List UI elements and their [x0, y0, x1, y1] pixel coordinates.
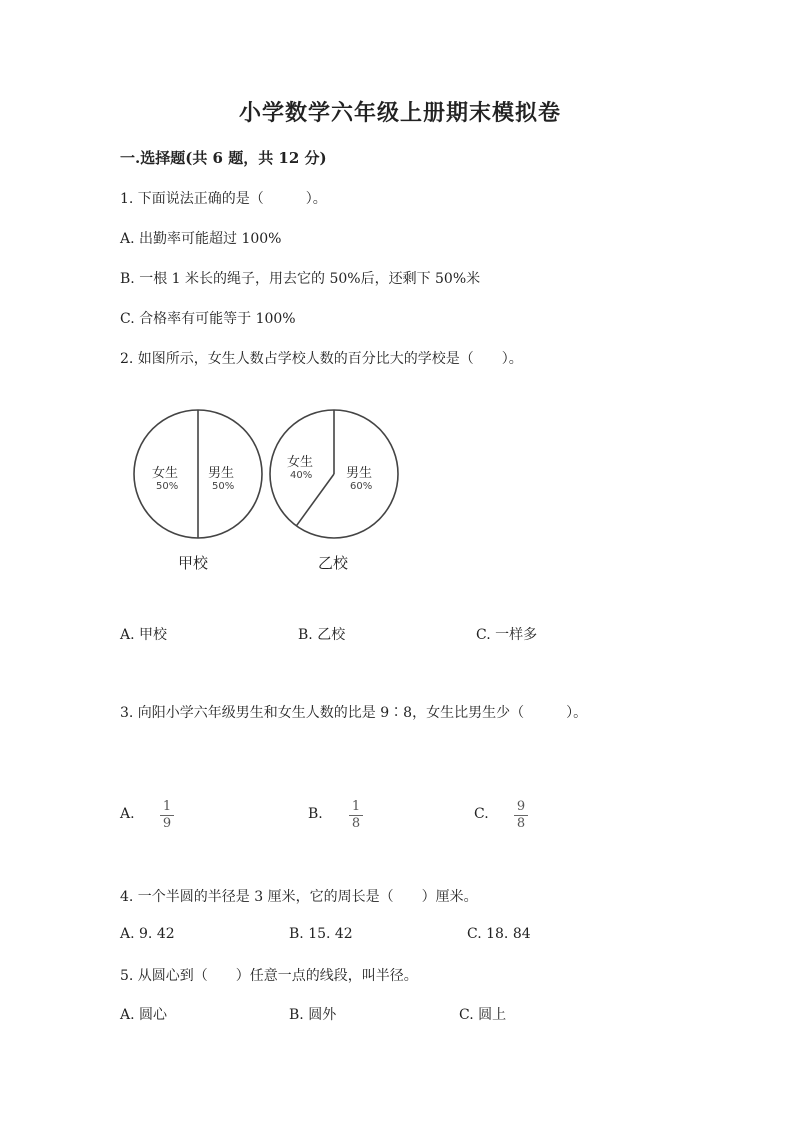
question-1-option-a[interactable]: A. 出勤率可能超过 100%: [120, 231, 282, 247]
pie-b-girls-pct: 40%: [290, 470, 313, 481]
question-1-stem: 1. 下面说法正确的是（ ）。: [120, 191, 327, 207]
pie-chart-figure: [128, 404, 418, 584]
question-2-stem: 2. 如图所示，女生人数占学校人数的百分比大的学校是（ ）。: [120, 351, 523, 367]
question-5-option-b[interactable]: B. 圆外: [289, 1007, 337, 1023]
fraction-denominator: 8: [351, 816, 361, 831]
pie-b-boys-label: 男生: [346, 466, 373, 481]
question-3-option-b-letter[interactable]: B.: [308, 806, 323, 822]
question-3-option-a-letter[interactable]: A.: [120, 806, 135, 822]
pie-a-girls-label: 女生: [152, 466, 179, 481]
pie-b-caption: 乙校: [318, 554, 349, 572]
page-title: 小学数学六年级上册期末模拟卷: [238, 100, 561, 126]
question-3-option-c-letter[interactable]: C.: [474, 806, 489, 822]
fraction-denominator: 9: [162, 816, 172, 831]
pie-a-boys-label: 男生: [208, 466, 235, 481]
question-2-option-a[interactable]: A. 甲校: [120, 627, 168, 643]
question-5-option-a[interactable]: A. 圆心: [120, 1007, 168, 1023]
fraction-denominator: 8: [516, 816, 526, 831]
question-2-option-c[interactable]: C. 一样多: [476, 627, 538, 643]
question-5-option-c[interactable]: C. 圆上: [459, 1007, 507, 1023]
question-1-option-b[interactable]: B. 一根 1 米长的绳子，用去它的 50%后，还剩下 50%米: [120, 271, 481, 287]
fraction-numerator: 9: [516, 799, 526, 814]
pie-school-b-radius-split: [296, 474, 334, 526]
question-3-option-a-fraction[interactable]: [157, 799, 177, 832]
question-3-option-b-fraction[interactable]: [346, 799, 366, 832]
question-3-option-c-fraction[interactable]: [511, 799, 531, 832]
pie-b-boys-pct: 60%: [350, 481, 373, 492]
pie-charts-svg: [128, 404, 418, 584]
question-4-stem: 4. 一个半圆的半径是 3 厘米，它的周长是（ ）厘米。: [120, 889, 478, 905]
question-4-option-c[interactable]: C. 18. 84: [467, 926, 531, 942]
question-5-stem: 5. 从圆心到（ ）任意一点的线段，叫半径。: [120, 968, 418, 984]
question-1-option-c[interactable]: C. 合格率有可能等于 100%: [120, 311, 296, 327]
section-heading: 一.选择题(共 6 题，共 12 分): [120, 149, 327, 167]
fraction-numerator: 1: [162, 799, 172, 814]
question-4-option-b[interactable]: B. 15. 42: [289, 926, 353, 942]
pie-a-boys-pct: 50%: [212, 481, 235, 492]
question-3-stem: 3. 向阳小学六年级男生和女生人数的比是 9∶8，女生比男生少（ ）。: [120, 705, 588, 721]
pie-b-girls-label: 女生: [287, 455, 314, 470]
question-2-option-b[interactable]: B. 乙校: [298, 627, 346, 643]
fraction-numerator: 1: [351, 799, 361, 814]
pie-a-girls-pct: 50%: [156, 481, 179, 492]
question-4-option-a[interactable]: A. 9. 42: [120, 926, 175, 942]
pie-a-caption: 甲校: [178, 554, 209, 572]
